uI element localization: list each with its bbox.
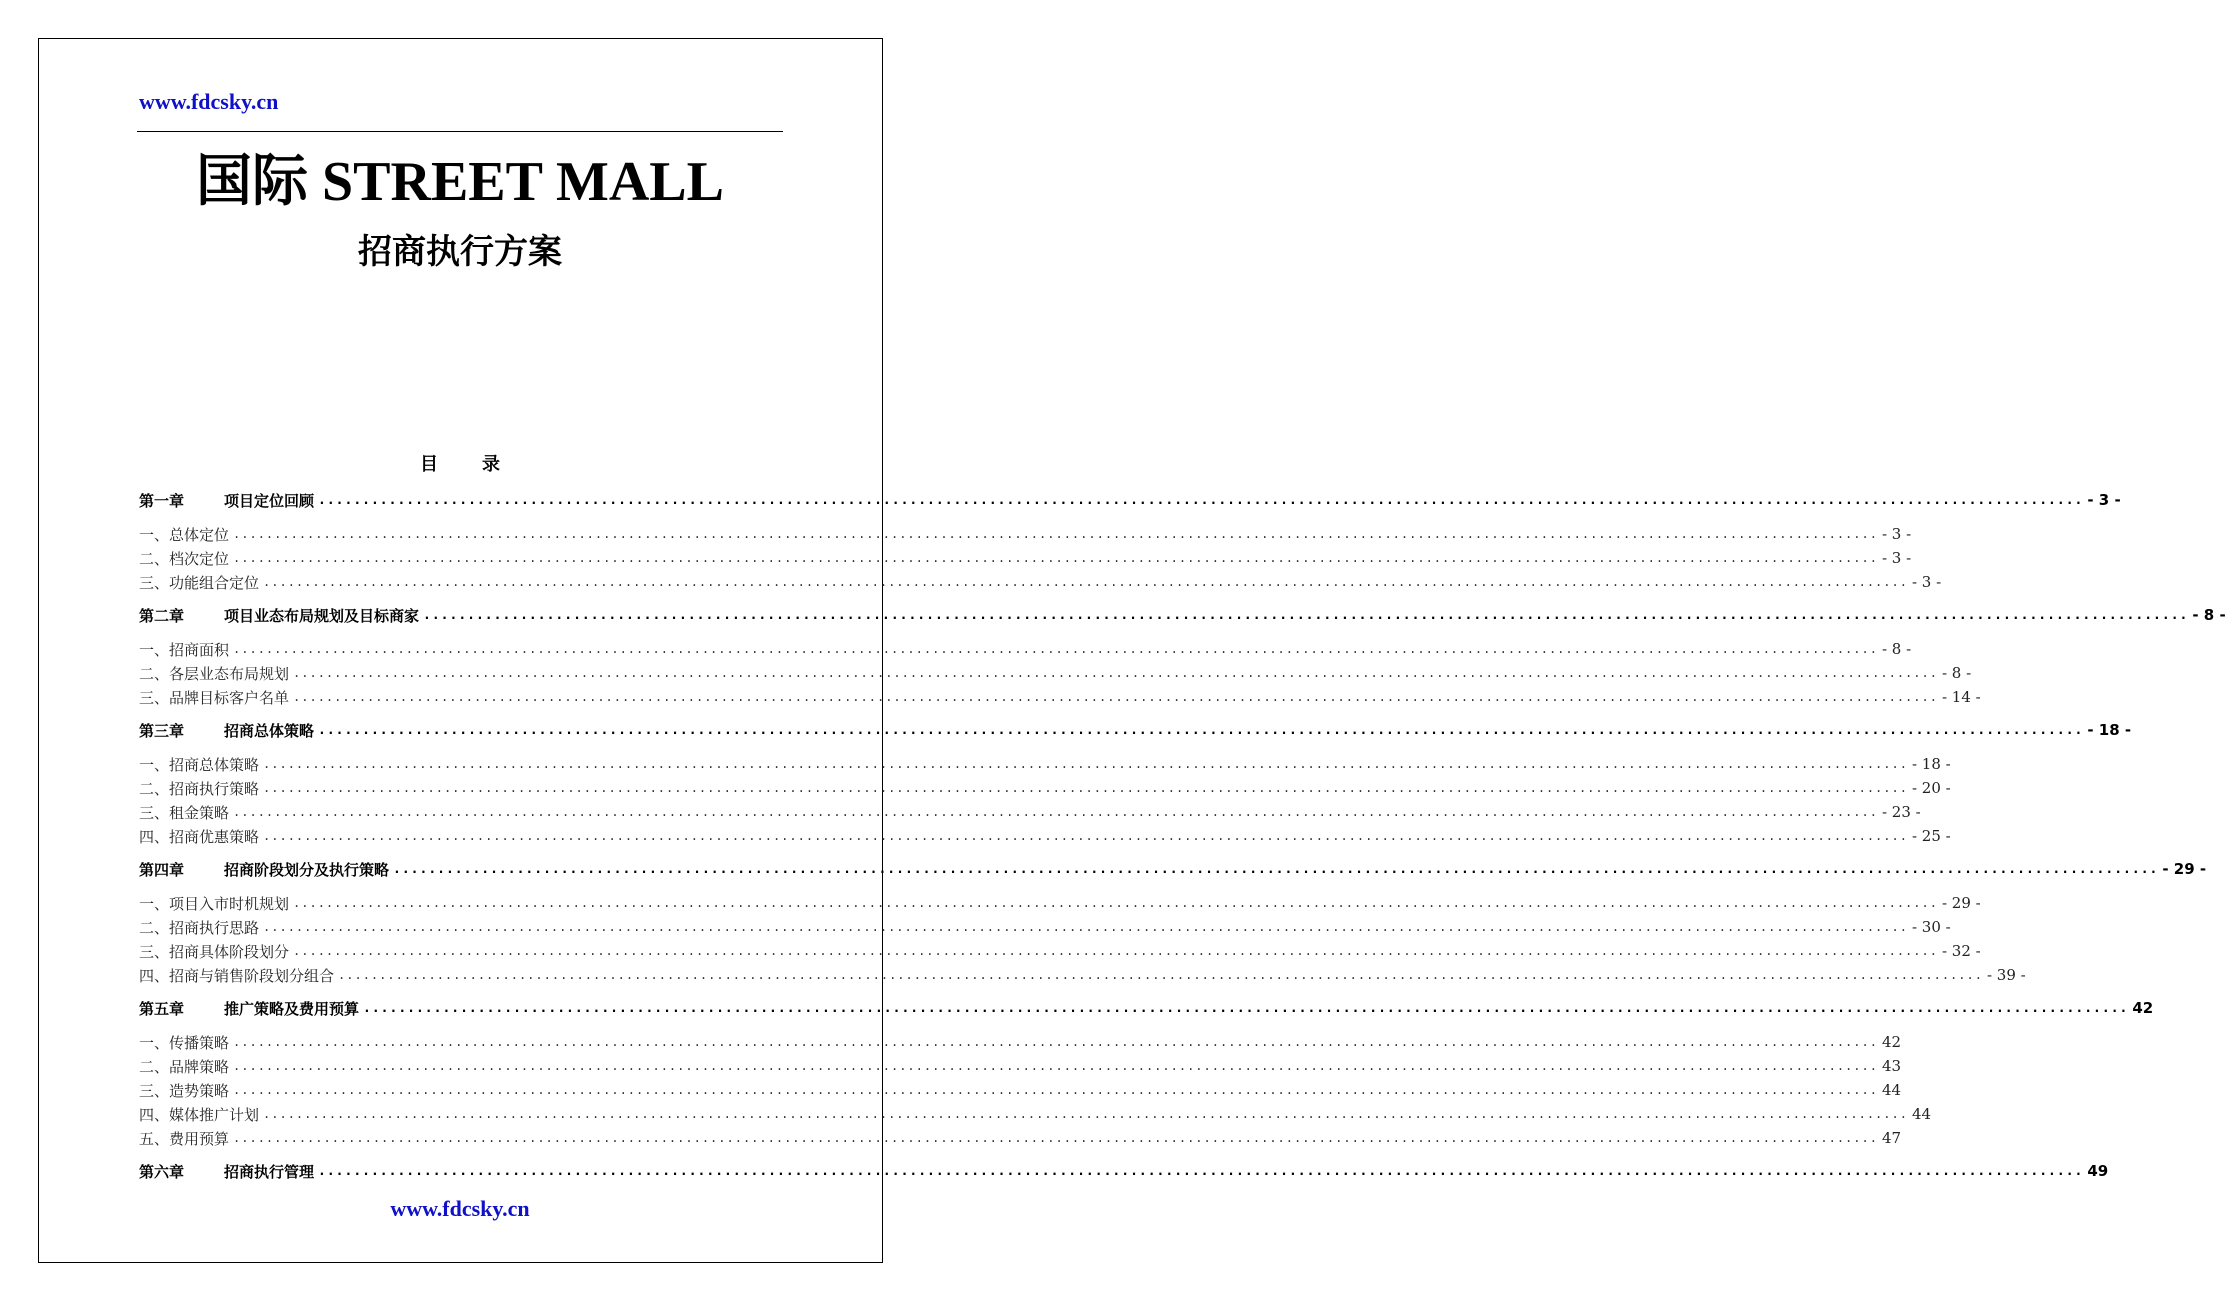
toc-chapter-row[interactable] [139,997,2154,1019]
toc-page-number: - 3 - [2087,491,2121,509]
toc-entry-label: 三、品牌目标客户名单 [139,688,290,707]
toc-chapter-number: 第六章 [139,1162,185,1181]
toc-entry-label: 五、费用预算 [139,1129,230,1148]
toc-page-number: - 8 - [2192,606,2226,624]
toc-dot-leader: ........................................................................................................................................................................................................ [293,896,1938,910]
toc-dot-leader: ........................................................................................................................................................................................................ [263,920,1908,934]
toc-page-number: - 3 - [1911,573,1942,591]
toc-section-row[interactable] [139,1079,1902,1101]
toc-section-row[interactable] [139,571,1942,593]
toc-entry-label [139,859,393,880]
toc-page-number: - 39 - [1986,966,2026,984]
toc-entry-label: 一、传播策略 [139,1033,230,1052]
toc-section-row[interactable] [139,964,2026,986]
toc-dot-leader: ........................................................................................................................................................................................................ [293,666,1938,680]
toc-page-number: - 8 - [1941,664,1972,682]
toc-section-row[interactable] [139,1031,1902,1053]
toc-section-row[interactable] [139,753,1951,775]
toc-page-number: 42 [1881,1033,1902,1051]
header-divider [137,131,783,132]
toc-section-row[interactable] [139,825,1951,847]
footer-site-link[interactable]: www.fdcsky.cn [390,1196,530,1221]
toc-heading [0,450,920,476]
toc-dot-leader: ........................................................................................................................................................................................................ [263,757,1908,771]
toc-page-number: - 3 - [1881,549,1912,567]
toc-chapter-title: 推广策略及费用预算 [224,999,360,1018]
toc-section-row[interactable] [139,686,1981,708]
toc-dot-leader: ........................................................................................................................................................................................................ [363,1000,2129,1016]
toc-entry-label: 三、租金策略 [139,803,230,822]
toc-dot-leader: ........................................................................................................................................................................................................ [393,861,2159,877]
toc-chapter-number: 第五章 [139,999,185,1018]
toc-entry-label: 二、品牌策略 [139,1057,230,1076]
toc-entry-label [139,605,423,626]
toc-entry-label [139,720,318,741]
toc-entry-label: 三、招商具体阶段划分 [139,942,290,961]
toc-entry-label: 三、功能组合定位 [139,573,260,592]
toc-dot-leader: ........................................................................................................................................................................................................ [233,527,1878,541]
toc-section-row[interactable] [139,801,1921,823]
toc-chapter-row[interactable] [139,1160,2109,1182]
toc-page-number: - 30 - [1911,918,1951,936]
toc-section-row[interactable] [139,777,1951,799]
toc-dot-leader: ........................................................................................................................................................................................................ [233,805,1878,819]
toc-entry-label: 一、招商总体策略 [139,755,260,774]
toc-entry-label: 四、招商优惠策略 [139,827,260,846]
toc-page-number: - 32 - [1941,942,1981,960]
toc-page-number: 47 [1881,1129,1902,1147]
toc-dot-leader: ........................................................................................................................................................................................................ [233,551,1878,565]
toc-dot-leader: ........................................................................................................................................................................................................ [233,642,1878,656]
toc-chapter-row[interactable] [139,489,2121,511]
toc-section-row[interactable] [139,547,1912,569]
toc-page-number: - 3 - [1881,525,1912,543]
toc-page-number: - 20 - [1911,779,1951,797]
toc-chapter-number: 第二章 [139,606,185,625]
toc-page-number: 42 [2132,999,2154,1017]
toc-dot-leader: ........................................................................................................................................................................................................ [423,607,2189,623]
toc-entry-label [139,1161,318,1182]
toc-dot-leader: ........................................................................................................................................................................................................ [233,1083,1878,1097]
toc-section-row[interactable] [139,1055,1902,1077]
toc-dot-leader: ........................................................................................................................................................................................................ [293,690,1938,704]
toc-page-number: - 18 - [2087,721,2132,739]
toc-page-number: - 23 - [1881,803,1921,821]
toc-page-number: - 29 - [1941,894,1981,912]
toc-chapter-title: 项目业态布局规划及目标商家 [224,606,420,625]
toc-dot-leader: ........................................................................................................................................................................................................ [318,722,2084,738]
toc-section-row[interactable] [139,892,1981,914]
toc-entry-label: 四、招商与销售阶段划分组合 [139,966,335,985]
toc-chapter-title: 招商执行管理 [224,1162,315,1181]
toc-dot-leader: ........................................................................................................................................................................................................ [318,492,2084,508]
toc-section-row[interactable] [139,1103,1932,1125]
toc-page-number: 43 [1881,1057,1902,1075]
toc-entry-label: 二、档次定位 [139,549,230,568]
document-subtitle: 招商执行方案 [358,232,562,272]
toc-dot-leader: ........................................................................................................................................................................................................ [318,1163,2084,1179]
toc-chapter-row[interactable] [139,858,2207,880]
toc-page-number: - 29 - [2162,860,2207,878]
toc-heading-right: 录 [482,454,500,475]
toc-entry-label: 二、招商执行思路 [139,918,260,937]
toc-dot-leader: ........................................................................................................................................................................................................ [233,1035,1878,1049]
toc-entry-label: 一、项目入市时机规划 [139,894,290,913]
toc-page-number: 44 [1911,1105,1932,1123]
toc-page-number: - 18 - [1911,755,1951,773]
toc-dot-leader: ........................................................................................................................................................................................................ [263,1107,1908,1121]
document-title: 国际 STREET MALL [196,151,724,213]
toc-dot-leader: ........................................................................................................................................................................................................ [293,944,1938,958]
toc-dot-leader: ........................................................................................................................................................................................................ [233,1059,1878,1073]
toc-chapter-row[interactable] [139,719,2132,741]
toc-dot-leader: ........................................................................................................................................................................................................ [338,968,1983,982]
header-site-link[interactable]: www.fdcsky.cn [139,89,279,114]
toc-dot-leader: ........................................................................................................................................................................................................ [233,1131,1878,1145]
toc-entry-label [139,998,363,1019]
toc-page-number: - 8 - [1881,640,1912,658]
toc-section-row[interactable] [139,1127,1902,1149]
toc-dot-leader: ........................................................................................................................................................................................................ [263,829,1908,843]
toc-chapter-number: 第四章 [139,860,185,879]
toc-chapter-title: 招商阶段划分及执行策略 [224,860,390,879]
toc-entry-label: 三、造势策略 [139,1081,230,1100]
toc-page-number: - 14 - [1941,688,1981,706]
toc-entry-label: 二、各层业态布局规划 [139,664,290,683]
toc-entry-label: 一、招商面积 [139,640,230,659]
toc-page-number: 49 [2087,1162,2109,1180]
toc-page-number: 44 [1881,1081,1902,1099]
toc-entry-label: 二、招商执行策略 [139,779,260,798]
toc-section-row[interactable] [139,940,1981,962]
toc-entry-label: 四、媒体推广计划 [139,1105,260,1124]
toc-entry-label [139,490,318,511]
toc-chapter-number: 第三章 [139,721,185,740]
toc-section-row[interactable] [139,638,1912,660]
toc-page-number: - 25 - [1911,827,1951,845]
toc-chapter-title: 招商总体策略 [224,721,315,740]
toc-heading-left: 目 [420,454,438,475]
toc-entry-label: 一、总体定位 [139,525,230,544]
toc-section-row[interactable] [139,523,1912,545]
toc-section-row[interactable] [139,916,1951,938]
toc-dot-leader: ........................................................................................................................................................................................................ [263,575,1908,589]
toc-chapter-number: 第一章 [139,491,185,510]
toc-chapter-title: 项目定位回顾 [224,491,315,510]
toc-section-row[interactable] [139,662,1972,684]
toc-dot-leader: ........................................................................................................................................................................................................ [263,781,1908,795]
toc-chapter-row[interactable] [139,604,2226,626]
